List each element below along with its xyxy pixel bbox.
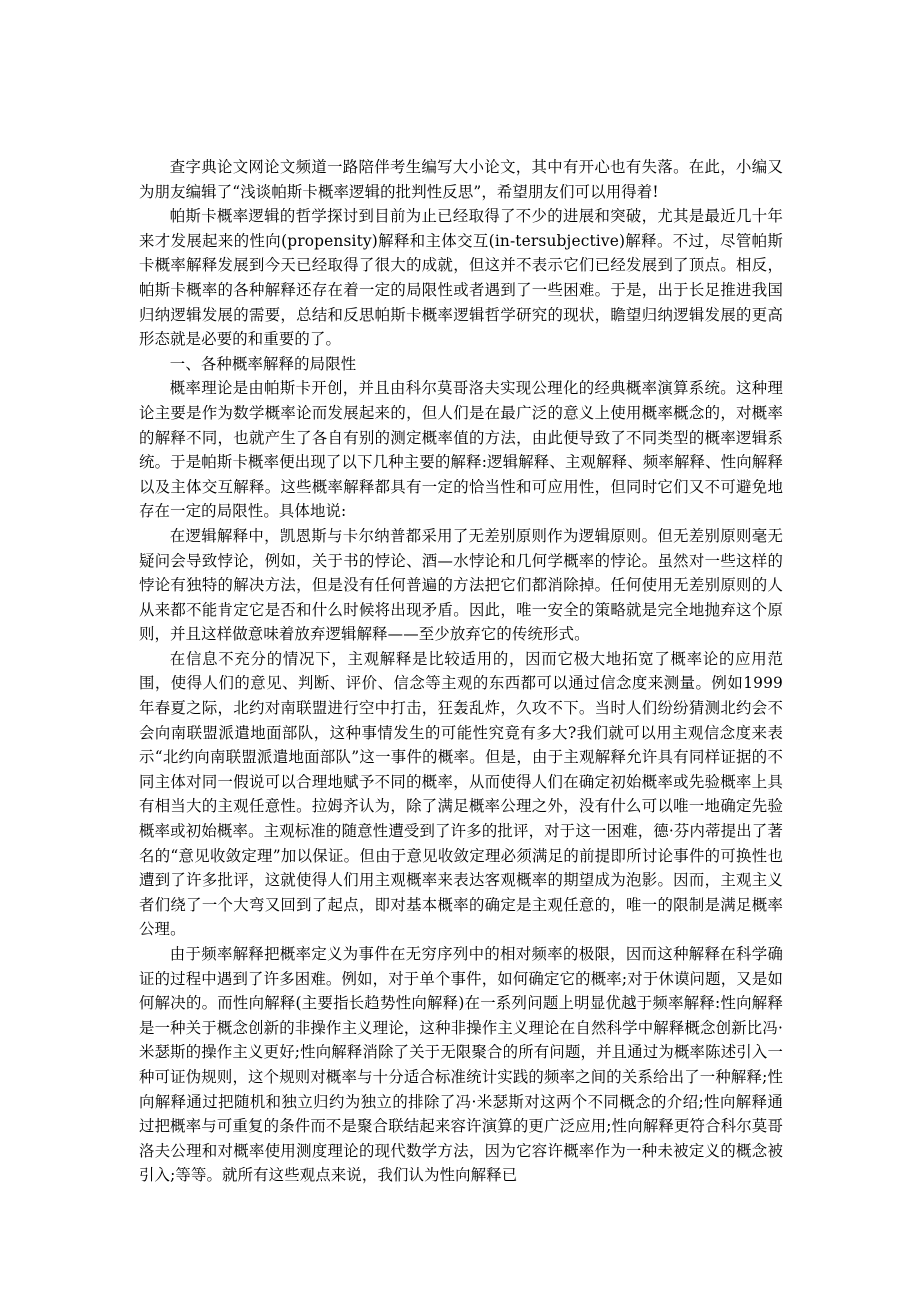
intro-paragraph: 查字典论文网论文频道一路陪伴考生编写大小论文，其中有开心也有失落。在此，小编又为朋友编辑了“浅谈帕斯卡概率逻辑的批判性反思”，希望朋友们可以用得着! (139, 158, 783, 201)
section-heading: 一、各种概率解释的局限性 (169, 354, 357, 373)
body-paragraph: 在信息不充分的情况下，主观解释是比较适用的，因而它极大地拓宽了概率论的应用范围，使得人们的意见、判断、评价、信念等主观的东西都可以通过信念度来测量。例如1999年春夏之际，北约对南联盟进行空中打击，狂轰乱炸，久攻不下。当时人们纷纷猜测北约会不会向南联盟派遣地面部队，这种事情发生的可能性究竟有多大?我们就可以用主观信念度来表示“北约向南联盟派遣地面部队”这一事件的概率。但是，由于主观解释允许具有同样证据的不同主体对同一假说可以合理地赋予不同的概率，从而使得人们在确定初始概率或先验概率上具有相当大的主观任意性。拉姆齐认为，除了满足概率公理之外，没有什么可以唯一地确定先验概率或初始概率。主观标准的随意性遭受到了许多的批评，对于这一困难，德·芬内蒂提出了著名的“意见收敛定理”加以保证。但由于意见收敛定理必须满足的前提即所讨论事件的可换性也遭到了许多批评，这就使得人们用主观概率来表达客观概率的期望成为泡影。因而，主观主义者们绕了一个大弯又回到了起点，即对基本概率的确定是主观任意的，唯一的限制是满足概率公理。 (139, 649, 783, 939)
background-paragraph: 帕斯卡概率逻辑的哲学探讨到目前为止已经取得了不少的进展和突破，尤其是最近几十年来才发展起来的性向(propensity)解释和主体交互(in-tersubjective)解释。不过，尽管帕斯卡概率解释发展到今天已经取得了很大的成就，但这并不表示它们已经发展到了顶点。相反，帕斯卡概率的各种解释还存在着一定的局限性或者遇到了一些困难。于是，出于长足推进我国归纳逻辑发展的需要，总结和反思帕斯卡概率逻辑哲学研究的现状，瞻望归纳逻辑发展的更高形态就是必要的和重要的了。 (139, 207, 783, 349)
body-paragraph: 概率理论是由帕斯卡开创，并且由科尔莫哥洛夫实现公理化的经典概率演算系统。这种理论主要是作为数学概率论而发展起来的，但人们是在最广泛的意义上使用概率概念的，对概率的解释不同，也就产生了各自有别的测定概率值的方法，由此便导致了不同类型的概率逻辑系统。于是帕斯卡概率便出现了以下几种主要的解释:逻辑解释、主观解释、频率解释、性向解释以及主体交互解释。这些概率解释都具有一定的恰当性和可应用性，但同时它们又不可避免地存在一定的局限性。具体地说: (139, 379, 783, 521)
article-body (139, 155, 783, 1188)
body-paragraph: 在逻辑解释中，凯恩斯与卡尔纳普都采用了无差别原则作为逻辑原则。但无差别原则毫无疑问会导致悖论，例如，关于书的悖论、酒—水悖论和几何学概率的悖论。虽然对一些这样的悖论有独特的解决方法，但是没有任何普遍的方法把它们都消除掉。任何使用无差别原则的人从来都不能肯定它是否和什么时候将出现矛盾。因此，唯一安全的策略就是完全地抛弃这个原则，并且这样做意味着放弃逻辑解释——至少放弃它的传统形式。 (139, 526, 783, 644)
body-paragraph: 由于频率解释把概率定义为事件在无穷序列中的相对频率的极限，因而这种解释在科学确证的过程中遇到了许多困难。例如，对于单个事件，如何确定它的概率;对于休谟问题，又是如何解决的。而性向解释(主要指长趋势性向解释)在一系列问题上明显优越于频率解释:性向解释是一种关于概念创新的非操作主义理论，这种非操作主义理论在自然科学中解释概念创新比冯·米瑟斯的操作主义更好;性向解释消除了关于无限聚合的所有问题，并且通过为概率陈述引入一种可证伪规则，这个规则对概率与十分适合标准统计实践的频率之间的关系给出了一种解释;性向解释通过把随机和独立归约为独立的排除了冯·米瑟斯对这两个不同概念的介绍;性向解释通过把概率与可重复的条件而不是聚合联结起来容许演算的更广泛应用;性向解释更符合科尔莫哥洛夫公理和对概率使用测度理论的现代数学方法，因为它容许概率作为一种未被定义的概念被引入;等等。就所有这些观点来说，我们认为性向解释已 (139, 945, 783, 1185)
